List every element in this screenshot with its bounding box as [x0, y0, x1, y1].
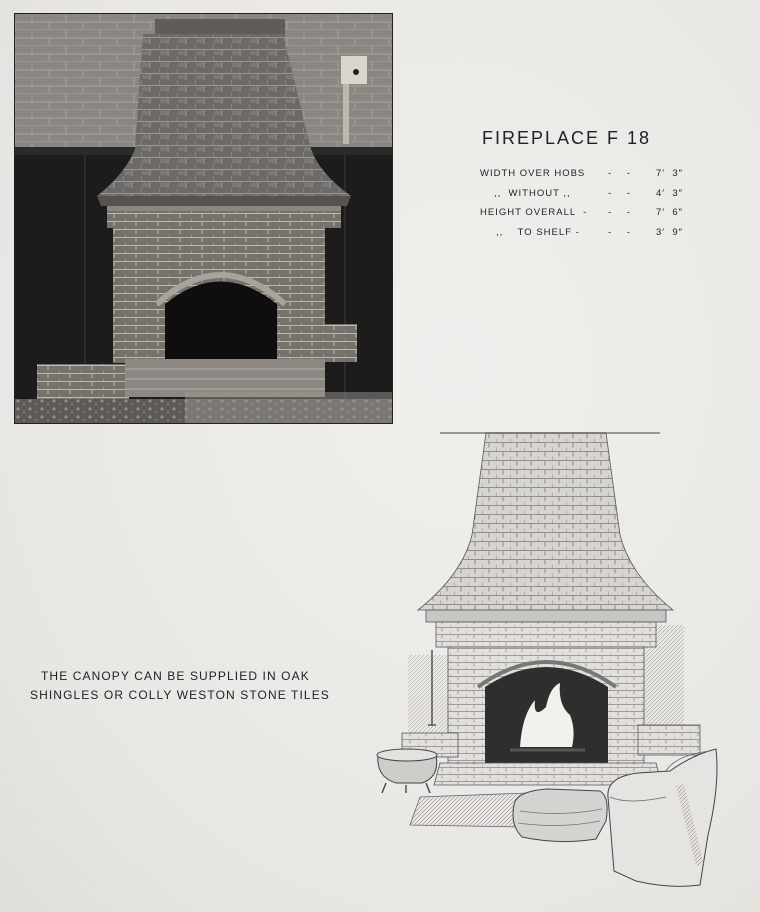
spec-row-width-over-hobs	[480, 168, 720, 188]
caption-line-1: THE CANOPY CAN BE SUPPLIED IN OAK	[41, 669, 310, 683]
spec-row-height-overall	[480, 207, 720, 227]
spec-dashes: - -	[608, 168, 631, 179]
dimensions-table	[480, 168, 720, 246]
canopy-caption	[30, 667, 360, 705]
spec-value: 4′ 3″	[656, 187, 683, 199]
spec-value: 7′ 3″	[656, 168, 683, 179]
spec-label: ,, TO SHELF -	[496, 226, 580, 238]
fireplace-drawing	[370, 425, 750, 900]
spec-value: 3′ 9″	[656, 226, 683, 238]
spec-row-without	[480, 188, 720, 208]
spec-value: 7′ 6″	[656, 207, 683, 218]
spec-row-to-shelf	[480, 227, 720, 247]
spec-label: ,, WITHOUT ,,	[494, 187, 571, 199]
spec-dashes: - -	[608, 187, 631, 199]
spec-label: WIDTH OVER HOBS	[480, 168, 586, 179]
caption-line-2: SHINGLES OR COLLY WESTON STONE TILES	[30, 688, 330, 702]
fireplace-photograph	[14, 13, 393, 424]
spec-label: HEIGHT OVERALL -	[480, 207, 588, 218]
spec-dashes: - -	[608, 226, 631, 238]
page-title: FIREPLACE F 18	[482, 128, 652, 148]
spec-dashes: - -	[608, 207, 631, 218]
